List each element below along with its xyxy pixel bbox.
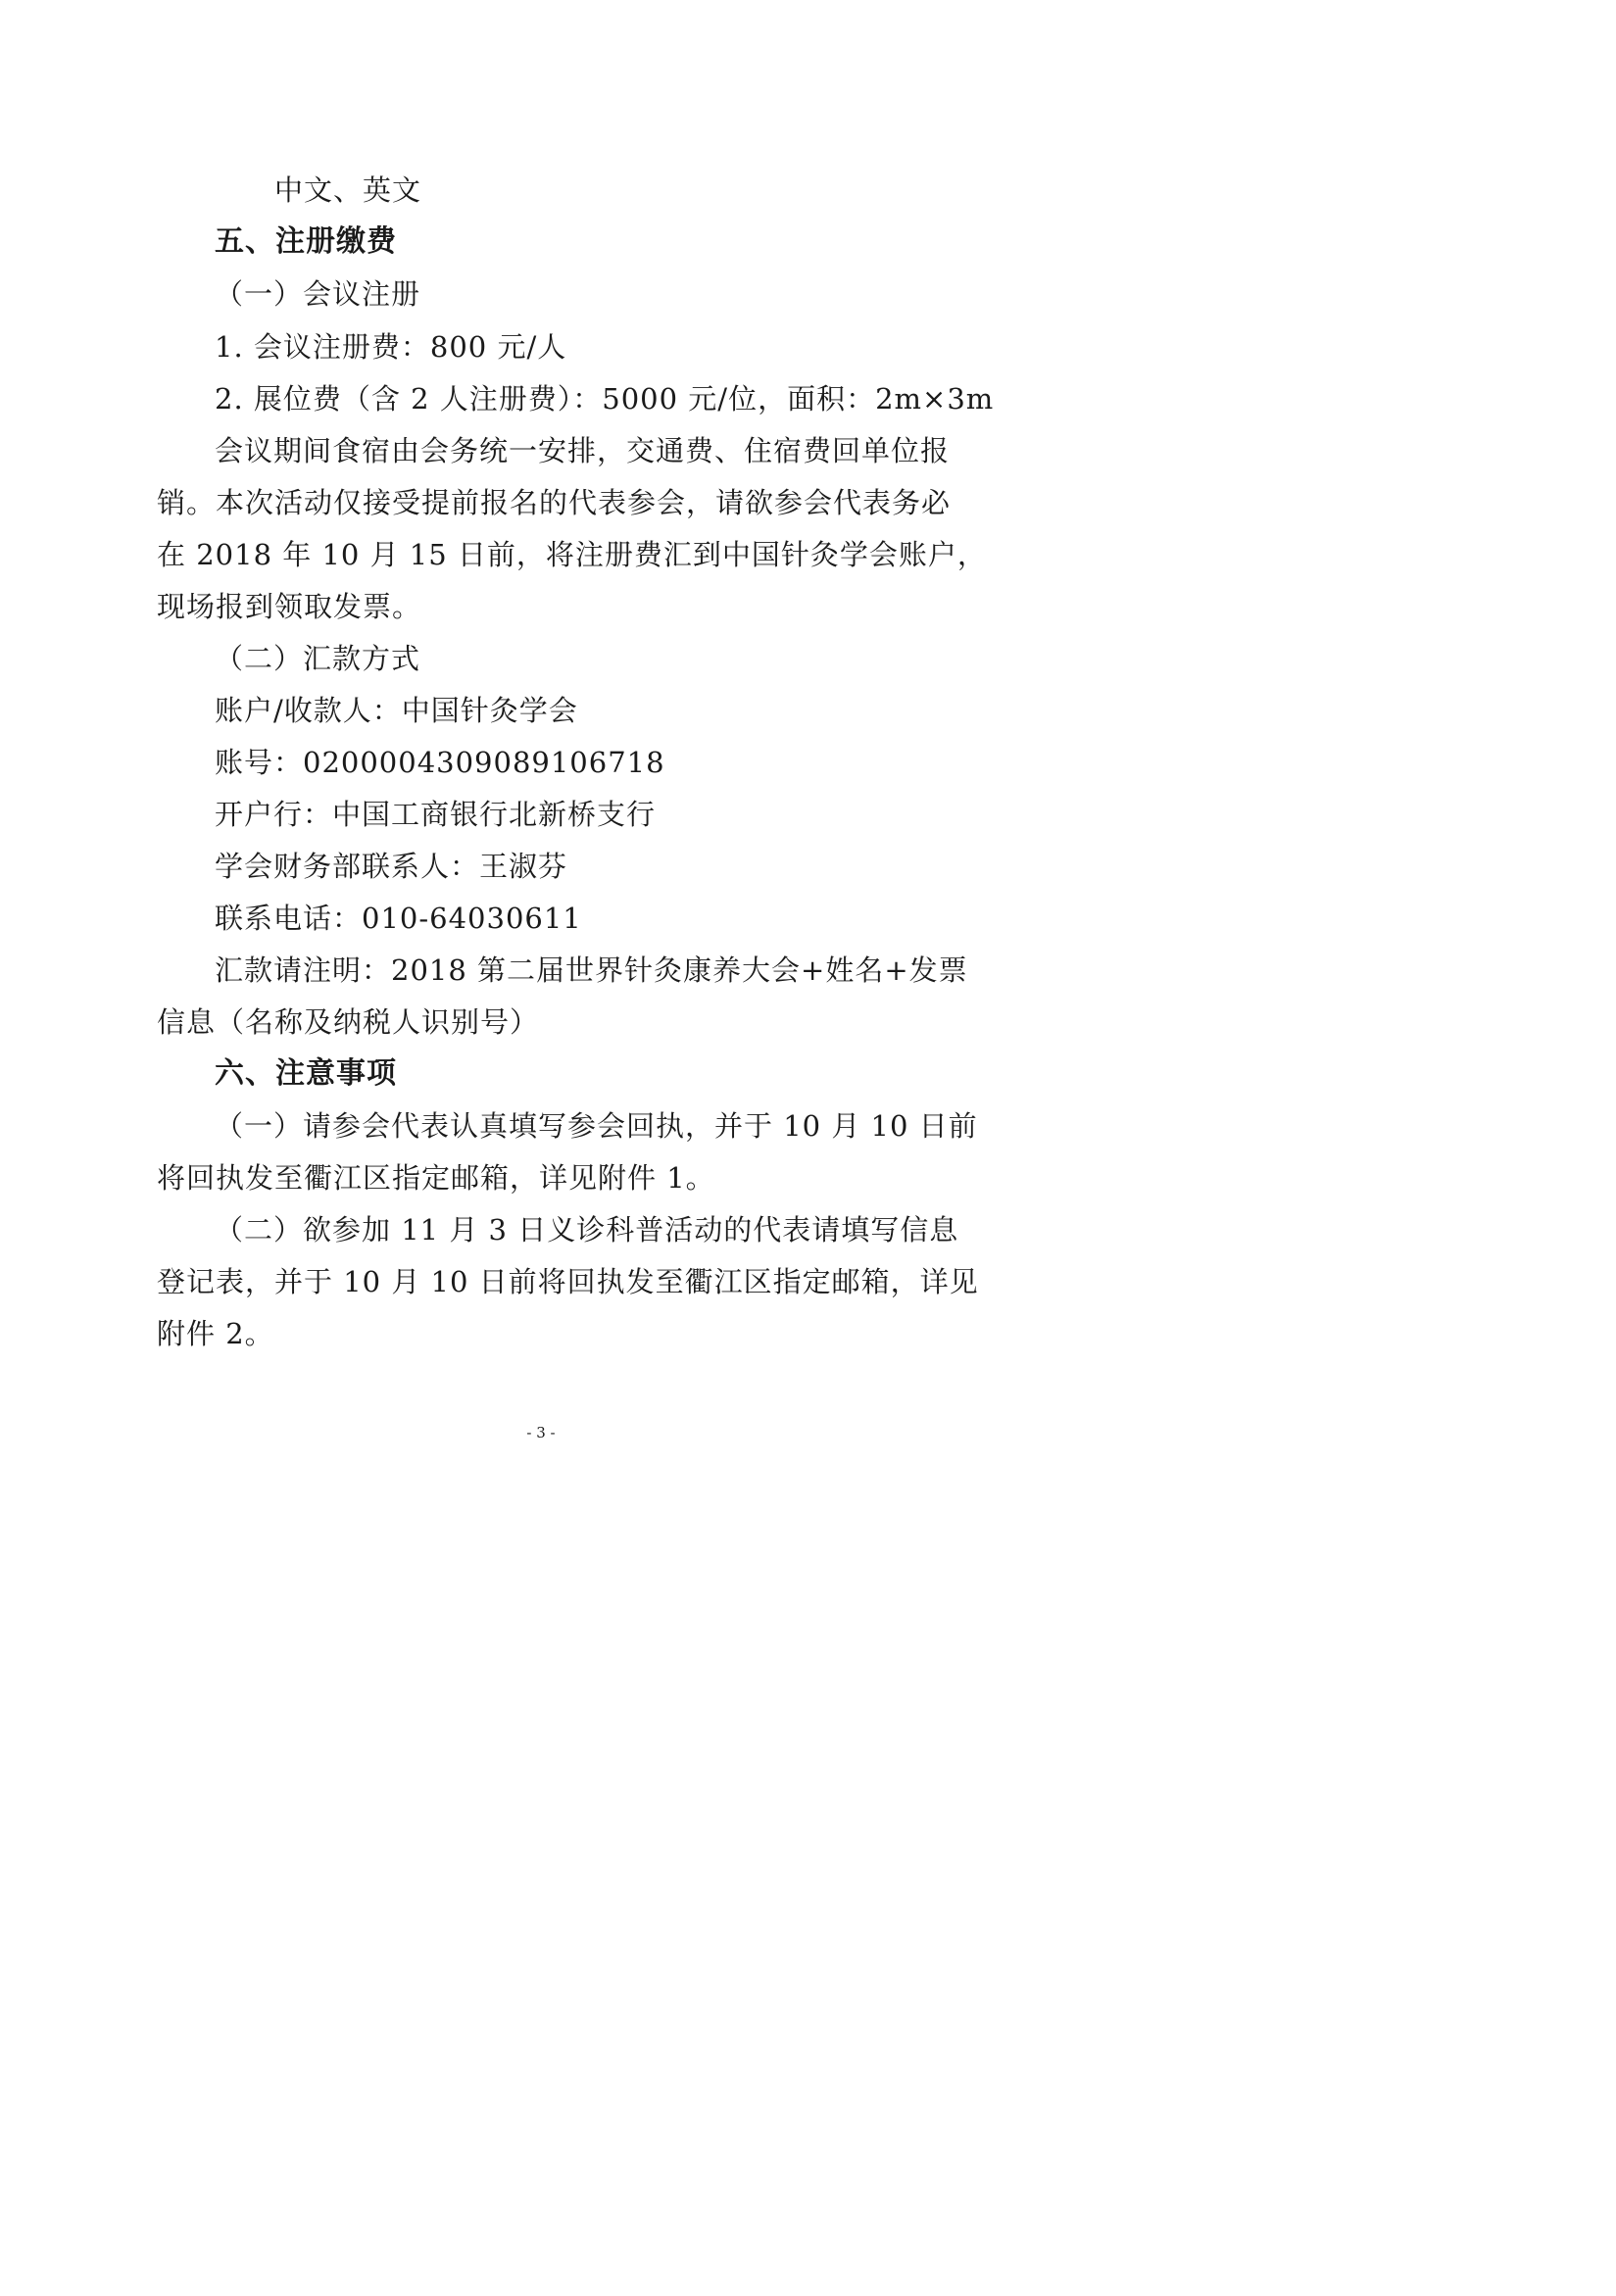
paragraph-line: 销。本次活动仅接受提前报名的代表参会，请欲参会代表务必	[157, 486, 952, 519]
paragraph-line: 在 2018 年 10 月 15 日前，将注册费汇到中国针灸学会账户，	[157, 538, 987, 571]
subsection-1-heading: （一）会议注册	[215, 277, 421, 311]
document-page	[0, 0, 1082, 1537]
paragraph-line: 现场报到领取发票。	[157, 590, 422, 623]
notice-line: 附件 2。	[157, 1317, 274, 1350]
paragraph-line: 会议期间食宿由会务统一安排，交通费、住宿费回单位报	[215, 434, 951, 467]
notice-line: 登记表，并于 10 月 10 日前将回执发至衢江区指定邮箱，详见	[157, 1265, 979, 1298]
booth-fee-item: 2. 展位费（含 2 人注册费）：5000 元/位，面积：2m×3m	[215, 382, 995, 415]
payee-line: 账户/收款人：中国针灸学会	[215, 694, 578, 727]
phone-line: 联系电话：010-64030611	[215, 902, 582, 935]
subsection-2-heading: （二）汇款方式	[215, 642, 421, 675]
languages-line: 中文、英文	[274, 173, 422, 207]
notice-line: 将回执发至衢江区指定邮箱，详见附件 1。	[157, 1161, 715, 1195]
section-6-heading: 六、注意事项	[215, 1056, 397, 1091]
bank-line: 开户行：中国工商银行北新桥支行	[215, 798, 657, 831]
account-number-line: 账号：0200004309089106718	[215, 746, 665, 779]
contact-person-line: 学会财务部联系人：王淑芬	[215, 850, 568, 883]
page-number: - 3 -	[526, 1424, 556, 1441]
notice-line: （一）请参会代表认真填写参会回执，并于 10 月 10 日前	[215, 1109, 978, 1143]
remittance-note-line: 信息（名称及纳税人识别号）	[157, 1005, 540, 1039]
section-5-heading: 五、注册缴费	[215, 224, 397, 259]
registration-fee-item: 1. 会议注册费：800 元/人	[215, 330, 567, 364]
remittance-note-line: 汇款请注明：2018 第二届世界针灸康养大会+姓名+发票	[215, 953, 968, 987]
notice-line: （二）欲参加 11 月 3 日义诊科普活动的代表请填写信息	[215, 1213, 959, 1246]
